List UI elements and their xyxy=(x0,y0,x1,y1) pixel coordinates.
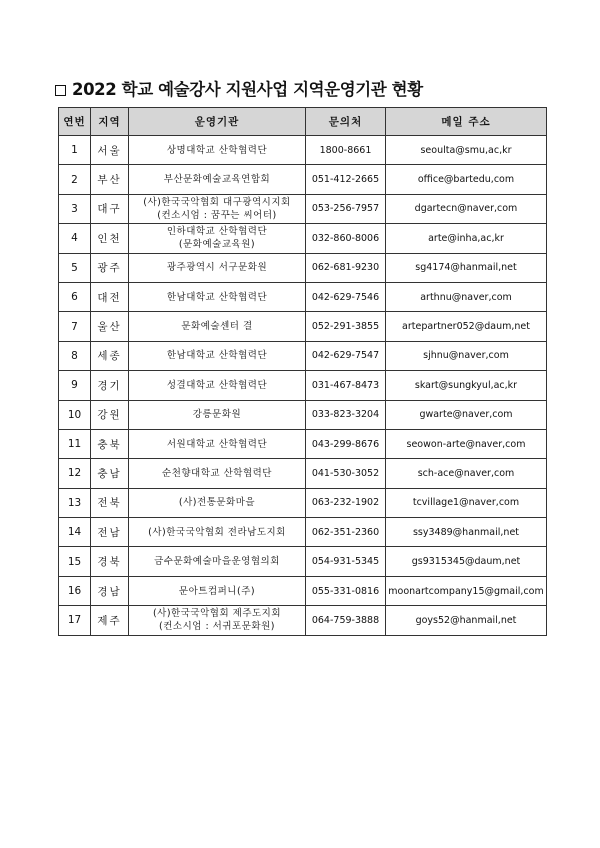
table-row xyxy=(59,312,547,341)
header-org: 운영기관 xyxy=(129,108,306,136)
row-phone: 054-931-5345 xyxy=(306,547,386,576)
row-phone: 041-530-3052 xyxy=(306,459,386,488)
row-region: 세종 xyxy=(91,341,129,370)
operating-agencies-table xyxy=(58,107,547,636)
row-org xyxy=(129,312,306,341)
org-subtitle: (컨소시엄 : 서귀포문화원) xyxy=(159,621,275,633)
org-name: (사)한국국악협회 전라남도지회 xyxy=(148,526,286,538)
table-row xyxy=(59,606,547,635)
org-name: 성결대학교 산학협력단 xyxy=(166,379,268,391)
table-row xyxy=(59,371,547,400)
row-org xyxy=(129,136,306,165)
row-email: moonartcompany15@gmail,com xyxy=(386,576,547,605)
row-phone: 062-351-2360 xyxy=(306,518,386,547)
header-region: 지역 xyxy=(91,108,129,136)
row-region: 대전 xyxy=(91,282,129,311)
row-org xyxy=(129,165,306,194)
row-region: 전북 xyxy=(91,488,129,517)
org-name: 인하대학교 산학협력단 xyxy=(166,226,268,238)
row-phone: 053-256-7957 xyxy=(306,194,386,223)
row-region: 서울 xyxy=(91,136,129,165)
row-email: seowon-arte@naver,com xyxy=(386,429,547,458)
org-name: (사)전통문화마을 xyxy=(178,497,256,509)
row-org xyxy=(129,518,306,547)
table-row xyxy=(59,459,547,488)
row-email: artepartner052@daum,net xyxy=(386,312,547,341)
row-phone: 033-823-3204 xyxy=(306,400,386,429)
table-header-row xyxy=(59,108,547,136)
org-name: 한남대학교 산학협력단 xyxy=(166,291,268,303)
row-phone: 052-291-3855 xyxy=(306,312,386,341)
row-email: goys52@hanmail,net xyxy=(386,606,547,635)
row-region: 강원 xyxy=(91,400,129,429)
row-org xyxy=(129,253,306,282)
row-number: 5 xyxy=(59,253,91,282)
row-email: sg4174@hanmail,net xyxy=(386,253,547,282)
row-number: 13 xyxy=(59,488,91,517)
row-email: gwarte@naver,com xyxy=(386,400,547,429)
row-number: 16 xyxy=(59,576,91,605)
table-row xyxy=(59,282,547,311)
header-email: 메일 주소 xyxy=(386,108,547,136)
row-region: 울산 xyxy=(91,312,129,341)
table-row xyxy=(59,518,547,547)
row-email: gs9315345@daum,net xyxy=(386,547,547,576)
row-org xyxy=(129,459,306,488)
row-phone: 063-232-1902 xyxy=(306,488,386,517)
row-email: skart@sungkyul,ac,kr xyxy=(386,371,547,400)
table-row xyxy=(59,224,547,253)
row-phone: 031-467-8473 xyxy=(306,371,386,400)
row-phone: 051-412-2665 xyxy=(306,165,386,194)
row-email: ssy3489@hanmail,net xyxy=(386,518,547,547)
header-phone: 문의처 xyxy=(306,108,386,136)
row-region: 경남 xyxy=(91,576,129,605)
row-email: arte@inha,ac,kr xyxy=(386,224,547,253)
table-row xyxy=(59,194,547,223)
row-email: arthnu@naver,com xyxy=(386,282,547,311)
row-number: 17 xyxy=(59,606,91,635)
row-org xyxy=(129,429,306,458)
row-org xyxy=(129,576,306,605)
table-row xyxy=(59,253,547,282)
row-org xyxy=(129,341,306,370)
row-email: seoulta@smu,ac,kr xyxy=(386,136,547,165)
row-number: 7 xyxy=(59,312,91,341)
table-row xyxy=(59,400,547,429)
row-org xyxy=(129,371,306,400)
row-phone: 064-759-3888 xyxy=(306,606,386,635)
org-name: 서원대학교 산학협력단 xyxy=(166,438,268,450)
row-org xyxy=(129,606,306,635)
org-name: (사)한국국악협회 대구광역시지회 xyxy=(143,196,291,208)
row-region: 부산 xyxy=(91,165,129,194)
row-number: 6 xyxy=(59,282,91,311)
row-email: tcvillage1@naver,com xyxy=(386,488,547,517)
table-row xyxy=(59,576,547,605)
row-region: 대구 xyxy=(91,194,129,223)
header-num: 연번 xyxy=(59,108,91,136)
row-org xyxy=(129,194,306,223)
row-org xyxy=(129,282,306,311)
org-name: 부산문화예술교육연합회 xyxy=(163,174,271,186)
row-phone: 043-299-8676 xyxy=(306,429,386,458)
row-org xyxy=(129,400,306,429)
row-number: 11 xyxy=(59,429,91,458)
row-region: 제주 xyxy=(91,606,129,635)
row-org xyxy=(129,488,306,517)
table-row xyxy=(59,429,547,458)
table-row xyxy=(59,547,547,576)
row-region: 광주 xyxy=(91,253,129,282)
row-email: sch-ace@naver,com xyxy=(386,459,547,488)
table-row xyxy=(59,165,547,194)
row-number: 1 xyxy=(59,136,91,165)
org-name: (사)한국국악협회 제주도지회 xyxy=(152,608,282,620)
org-name: 문아트컴퍼니(주) xyxy=(178,585,256,597)
row-phone: 062-681-9230 xyxy=(306,253,386,282)
org-name: 강릉문화원 xyxy=(192,409,242,421)
row-number: 14 xyxy=(59,518,91,547)
row-phone: 055-331-0816 xyxy=(306,576,386,605)
org-name: 문화예술센터 결 xyxy=(181,321,253,333)
row-number: 12 xyxy=(59,459,91,488)
org-name: 금수문화예술마을운영협의회 xyxy=(154,556,280,568)
row-email: office@bartedu,com xyxy=(386,165,547,194)
row-number: 3 xyxy=(59,194,91,223)
org-name: 한남대학교 산학협력단 xyxy=(166,350,268,362)
row-phone: 042-629-7546 xyxy=(306,282,386,311)
row-org xyxy=(129,224,306,253)
org-subtitle: (컨소시엄 : 꿈꾸는 씨어터) xyxy=(157,209,277,221)
org-subtitle: (문화예술교육원) xyxy=(178,239,256,251)
row-org xyxy=(129,547,306,576)
row-phone: 1800-8661 xyxy=(306,136,386,165)
row-number: 8 xyxy=(59,341,91,370)
page-title-text: 2022 학교 예술강사 지원사업 지역운영기관 현황 xyxy=(72,80,423,99)
checkbox-square-icon xyxy=(55,85,66,96)
row-region: 충북 xyxy=(91,429,129,458)
row-region: 인천 xyxy=(91,224,129,253)
row-region: 경북 xyxy=(91,547,129,576)
table-row xyxy=(59,488,547,517)
row-region: 충남 xyxy=(91,459,129,488)
row-number: 10 xyxy=(59,400,91,429)
row-region: 경기 xyxy=(91,371,129,400)
row-phone: 042-629-7547 xyxy=(306,341,386,370)
row-number: 15 xyxy=(59,547,91,576)
row-region: 전남 xyxy=(91,518,129,547)
table-row xyxy=(59,341,547,370)
row-number: 9 xyxy=(59,371,91,400)
org-name: 광주광역시 서구문화원 xyxy=(166,262,268,274)
table-row xyxy=(59,136,547,165)
row-phone: 032-860-8006 xyxy=(306,224,386,253)
row-number: 2 xyxy=(59,165,91,194)
org-name: 순천향대학교 산학협력단 xyxy=(162,467,272,479)
org-name: 상명대학교 산학협력단 xyxy=(166,144,268,156)
row-email: sjhnu@naver,com xyxy=(386,341,547,370)
page-title xyxy=(55,76,423,100)
row-email: dgartecn@naver,com xyxy=(386,194,547,223)
row-number: 4 xyxy=(59,224,91,253)
